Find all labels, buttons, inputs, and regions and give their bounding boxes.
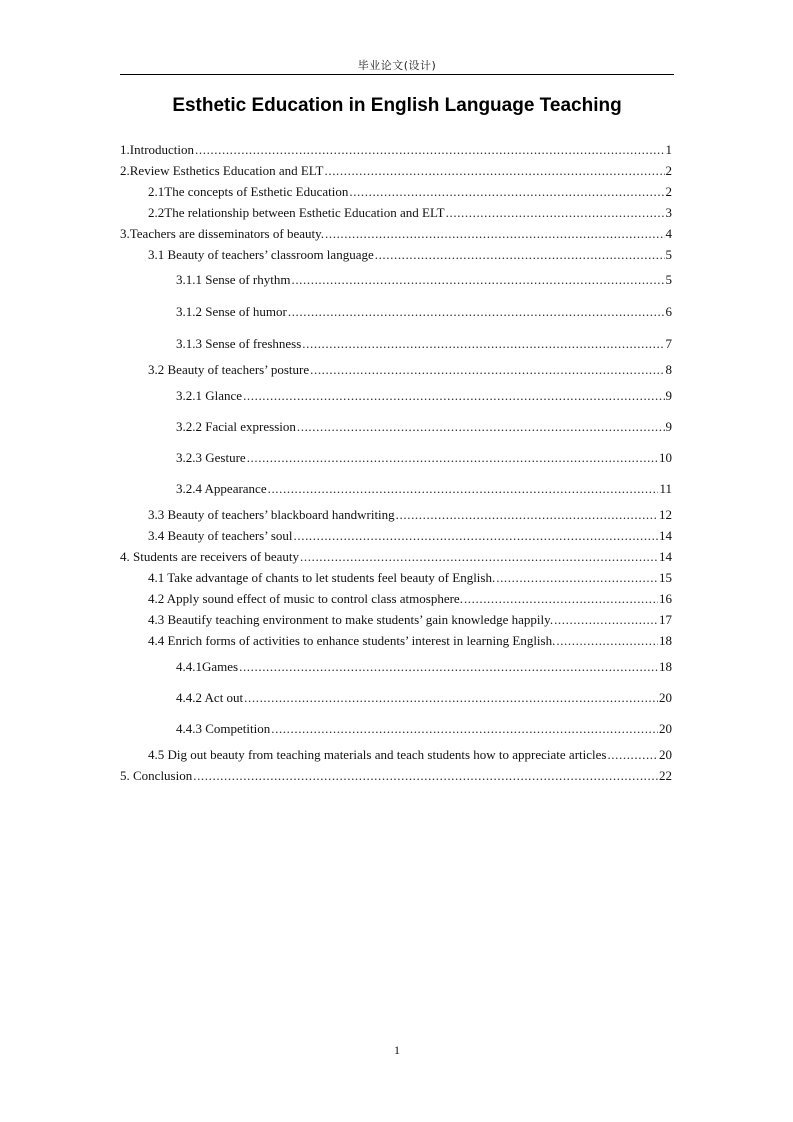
running-header: 毕业论文(设计) [357, 59, 437, 72]
toc-entry[interactable]: 4.4.2 Act out ..... 20 [176, 690, 672, 706]
dot-leader [193, 768, 658, 784]
toc-entry[interactable]: 5. Conclusion ..... 22 [120, 768, 672, 784]
dot-leader [297, 419, 665, 435]
dot-leader [556, 633, 658, 649]
dot-leader [288, 304, 665, 320]
header-rule [120, 74, 674, 75]
toc-entry[interactable]: 4.1 Take advantage of chants to let students feel beauty of English. ..... 15 [148, 570, 672, 586]
toc-entry[interactable]: 3.1 Beauty of teachers’ classroom language ..... 5 [148, 247, 672, 263]
dot-leader [554, 612, 658, 628]
dot-leader [300, 549, 658, 565]
toc-entry[interactable]: 2.1The concepts of Esthetic Education ..... 2 [148, 184, 672, 200]
dot-leader [239, 659, 658, 675]
toc-entry[interactable]: 3.2.2 Facial expression ..... 9 [176, 419, 672, 435]
toc-entry[interactable]: 3.2.3 Gesture ..... 10 [176, 450, 672, 466]
dot-leader [464, 591, 658, 607]
dot-leader [607, 747, 658, 763]
toc-entry[interactable]: 3.1.3 Sense of freshness ..... 7 [176, 336, 672, 352]
toc-entry[interactable]: 3.1.1 Sense of rhythm ..... 5 [176, 272, 672, 288]
dot-leader [244, 690, 658, 706]
document-title: Esthetic Education in English Language Teaching [172, 95, 622, 116]
toc-entry[interactable]: 4. Students are receivers of beauty ..... 14 [120, 549, 672, 565]
toc-entry[interactable]: 4.4.1Games ..... 18 [176, 659, 672, 675]
dot-leader [325, 163, 665, 179]
toc-entry[interactable]: 3.2 Beauty of teachers’ posture ..... 8 [148, 362, 672, 378]
dot-leader [396, 507, 658, 523]
toc-entry[interactable]: 2.2The relationship between Esthetic Education and ELT ..... 3 [148, 205, 672, 221]
toc-entry[interactable]: 3.Teachers are disseminators of beauty. ..... 4 [120, 226, 672, 242]
dot-leader [268, 481, 659, 497]
dot-leader [446, 205, 665, 221]
toc-entry[interactable]: 1.Introduction ..... 1 [120, 142, 672, 158]
dot-leader [271, 721, 658, 737]
toc-entry[interactable]: 3.4 Beauty of teachers’ soul ..... 14 [148, 528, 672, 544]
dot-leader [496, 570, 658, 586]
toc-entry[interactable]: 3.2.1 Glance ..... 9 [176, 388, 672, 404]
toc-entry[interactable]: 4.5 Dig out beauty from teaching materials and teach students how to appreciate articles ..... 20 [148, 747, 672, 763]
dot-leader [302, 336, 664, 352]
dot-leader [294, 528, 658, 544]
dot-leader [243, 388, 664, 404]
toc-entry[interactable]: 4.3 Beautify teaching environment to make students’ gain knowledge happily. ..... 17 [148, 612, 672, 628]
toc-entry[interactable]: 4.4 Enrich forms of activities to enhance students’ interest in learning English. ..... 18 [148, 633, 672, 649]
dot-leader [375, 247, 665, 263]
toc-entry[interactable]: 3.2.4 Appearance ..... 11 [176, 481, 672, 497]
dot-leader [291, 272, 664, 288]
toc-entry[interactable]: 2.Review Esthetics Education and ELT ..... 2 [120, 163, 672, 179]
toc-entry[interactable]: 3.1.2 Sense of humor ..... 6 [176, 304, 672, 320]
dot-leader [247, 450, 658, 466]
toc-entry[interactable]: 4.2 Apply sound effect of music to control class atmosphere. ..... 16 [148, 591, 672, 607]
dot-leader [325, 226, 664, 242]
toc-entry[interactable]: 4.4.3 Competition ..... 20 [176, 721, 672, 737]
dot-leader [195, 142, 664, 158]
toc-entry[interactable]: 3.3 Beauty of teachers’ blackboard handwriting ..... 12 [148, 507, 672, 523]
dot-leader [310, 362, 664, 378]
dot-leader [349, 184, 664, 200]
page-number: 1 [394, 1043, 400, 1057]
